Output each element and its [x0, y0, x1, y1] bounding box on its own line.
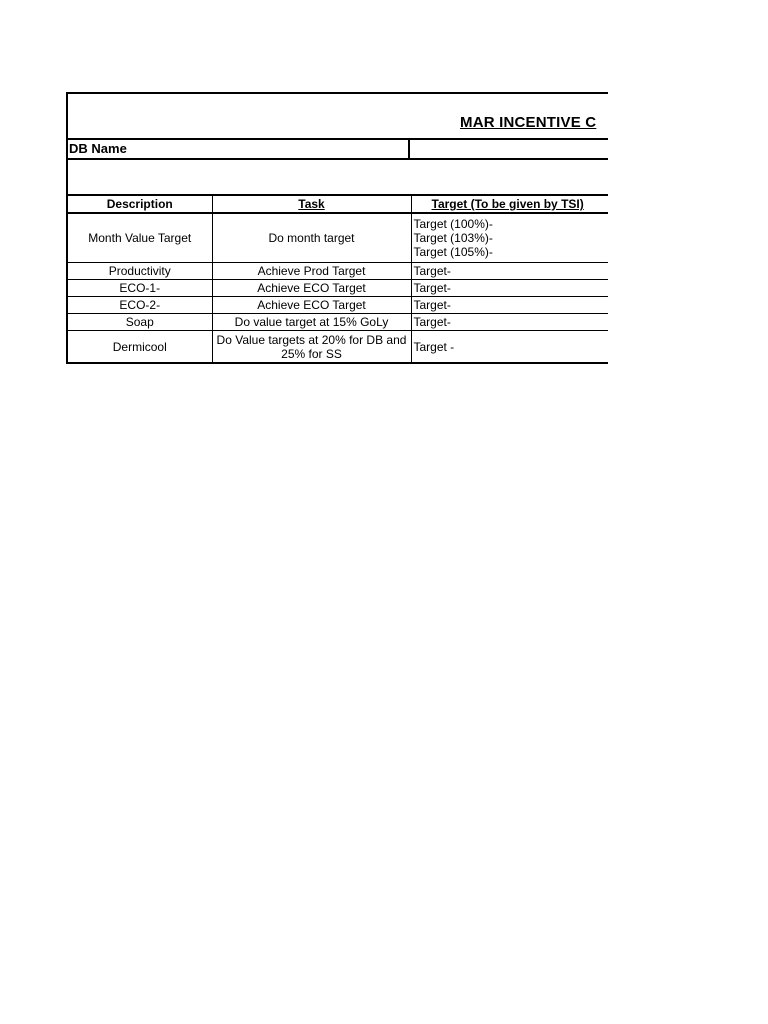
row-description[interactable]: ECO-2- — [68, 297, 212, 314]
table-row — [68, 280, 608, 297]
table-row — [68, 297, 608, 314]
incentive-table — [68, 194, 608, 363]
column-header-target — [411, 195, 608, 213]
column-header-target-label: Target (To be given by TSI) — [431, 197, 584, 211]
table-row — [68, 314, 608, 331]
title-row — [68, 94, 608, 138]
row-description[interactable]: Productivity — [68, 263, 212, 280]
table-row — [68, 263, 608, 280]
row-description[interactable]: Dermicool — [68, 331, 212, 363]
row-description[interactable]: Month Value Target — [68, 213, 212, 263]
column-header-description: Description — [68, 195, 212, 213]
table-row — [68, 331, 608, 363]
row-task[interactable]: Achieve ECO Target — [212, 297, 411, 314]
db-name-label: DB Name — [68, 140, 410, 158]
row-task[interactable]: Achieve Prod Target — [212, 263, 411, 280]
row-target[interactable]: Target- — [411, 314, 608, 331]
db-name-row — [68, 138, 608, 160]
row-task[interactable]: Achieve ECO Target — [212, 280, 411, 297]
incentive-sheet — [66, 92, 608, 364]
row-target[interactable] — [411, 213, 608, 263]
sheet-title: MAR INCENTIVE C — [460, 114, 597, 131]
table-row — [68, 213, 608, 263]
row-task[interactable]: Do value target at 15% GoLy — [212, 314, 411, 331]
column-header-task: Task — [212, 195, 411, 213]
row-target[interactable]: Target- — [411, 297, 608, 314]
row-description[interactable]: Soap — [68, 314, 212, 331]
row-target[interactable]: Target- — [411, 263, 608, 280]
table-header-row — [68, 195, 608, 213]
spreadsheet-view — [66, 92, 608, 366]
row-target[interactable]: Target- — [411, 280, 608, 297]
db-name-value-cell[interactable] — [410, 140, 608, 158]
row-target[interactable]: Target - — [411, 331, 608, 363]
target-line: Target (103%)- — [413, 231, 493, 245]
row-description[interactable]: ECO-1- — [68, 280, 212, 297]
target-line: Target (105%)- — [413, 245, 493, 259]
target-line: Target (100%)- — [413, 217, 493, 231]
row-task[interactable]: Do Value targets at 20% for DB and 25% for SS — [212, 331, 411, 363]
row-task[interactable]: Do month target — [212, 213, 411, 263]
